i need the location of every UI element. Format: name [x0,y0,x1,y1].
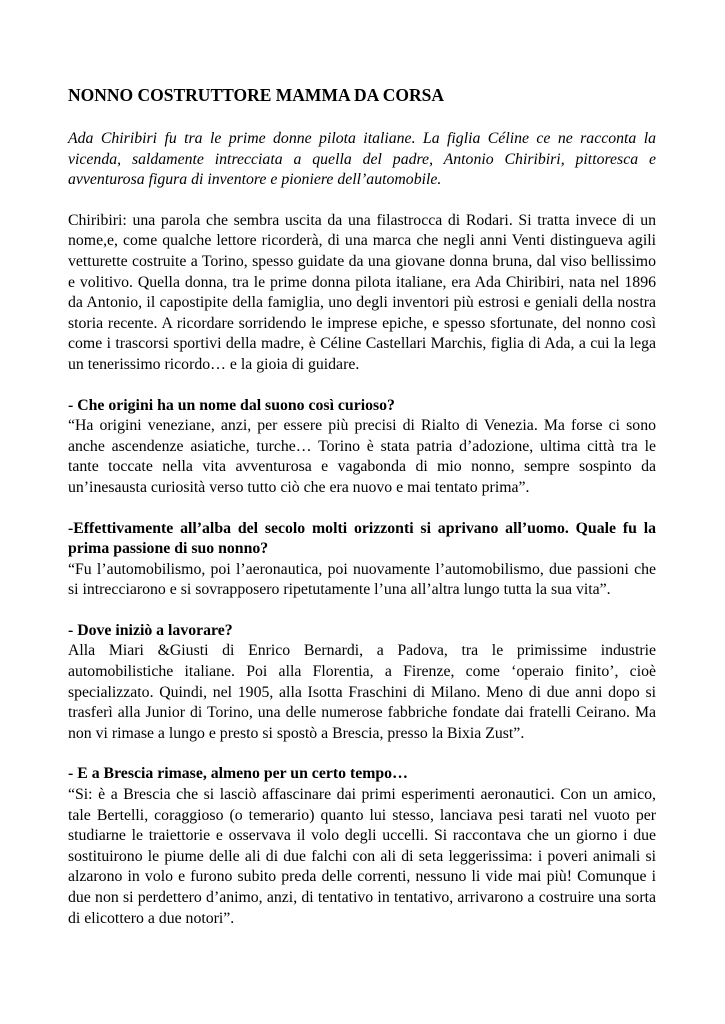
interview-question: - Che origini ha un nome dal suono così curioso? [68,396,395,414]
qa-block-4 [68,764,656,929]
interview-question: - Dove iniziò a lavorare? [68,621,233,639]
article-title: NONNO COSTRUTTORE MAMMA DA CORSA [68,85,444,105]
interview-answer: Alla Miari &Giusti di Enrico Bernardi, a Padova, tra le primissime industrie automobilistiche italiane. Poi alla Florentia, a Firenze, come ‘operaio finito’, cioè specializzato. Quindi, nel 1905, alla Isotta Fraschini di Milano. Meno di due anni dopo si trasferì alla Junior di Torino, una delle numerose fabbriche fondate dai fratelli Ceirano. Ma non vi rimase a lungo e presto si spostò a Brescia, presso la Bixia Zust”. [68,642,656,742]
interview-answer: “Si: è a Brescia che si lasciò affascinare dai primi esperimenti aeronautici. Con un amico, tale Bertelli, coraggioso (o temerario) quanto lui stesso, lanciava pesi tarati nel vuoto per studiarne le traiettorie e osservava il volo degli uccelli. Si raccontava che un giorno i due sostituirono le piume delle ali di due falchi con ali di seta leggerissima: i poveri animali si alzarono in volo e furono subito preda delle correnti, nessuno li vide mai più! Comunque i due non si perdettero d’animo, anzi, di tentativo in tentativo, arrivarono a costruire una sorta di elicottero a due notori”. [68,786,656,927]
interview-question: -Effettivamente all’alba del secolo molti orizzonti si aprivano all’uomo. Quale fu la prima passione di suo nonno? [68,519,656,558]
interview-answer: “Ha origini veneziane, anzi, per essere più precisi di Rialto di Venezia. Ma forse ci sono anche ascendenze asiatiche, turche… Torino è stata patria d’adozione, ultima città tra le tante toccate nella vita avventurosa e vagabonda di mio nonno, sempre sospinto da un’inesausta curiosità verso tutto ciò che era nuovo e mai tentato prima”. [68,417,656,496]
document-page [68,84,656,949]
article-body-paragraph: Chiribiri: una parola che sembra uscita da una filastrocca di Rodari. Si tratta invece di un nome,e, come qualche lettore ricorderà, di una marca che negli anni Venti distingueva agili vetturette costruite a Torino, spesso guidate da una giovane donna bruna, dal viso bellissimo e volitivo. Quella donna, tra le prime donna pilota italiane, era Ada Chiribiri, nata nel 1896 da Antonio, il capostipite della famiglia, uno degli inventori più estrosi e geniali della nostra storia recente. A ricordare sorridendo le imprese epiche, e spesso sfortunate, del nonno così come i trascorsi sportivi della madre, è Céline Castellari Marchis, figlia di Ada, a cui la lega un tenerissimo ricordo… e la gioia di guidare. [68,211,656,373]
interview-answer: “Fu l’automobilismo, poi l’aeronautica, poi nuovamente l’automobilismo, due passioni che si intrecciarono e si sovrapposero ripetutamente l’una all’altra lungo tutta la sua vita”. [68,560,656,599]
qa-block-2 [68,519,656,601]
article-intro: Ada Chiribiri fu tra le prime donne pilota italiane. La figlia Céline ce ne racconta la vicenda, saldamente intrecciata a quella del padre, Antonio Chiribiri, pittoresca e avventurosa figura di inventore e pioniere dell’automobile. [68,130,656,189]
qa-block-1 [68,396,656,499]
interview-question: - E a Brescia rimase, almeno per un certo tempo… [68,765,408,783]
qa-block-3 [68,621,656,745]
